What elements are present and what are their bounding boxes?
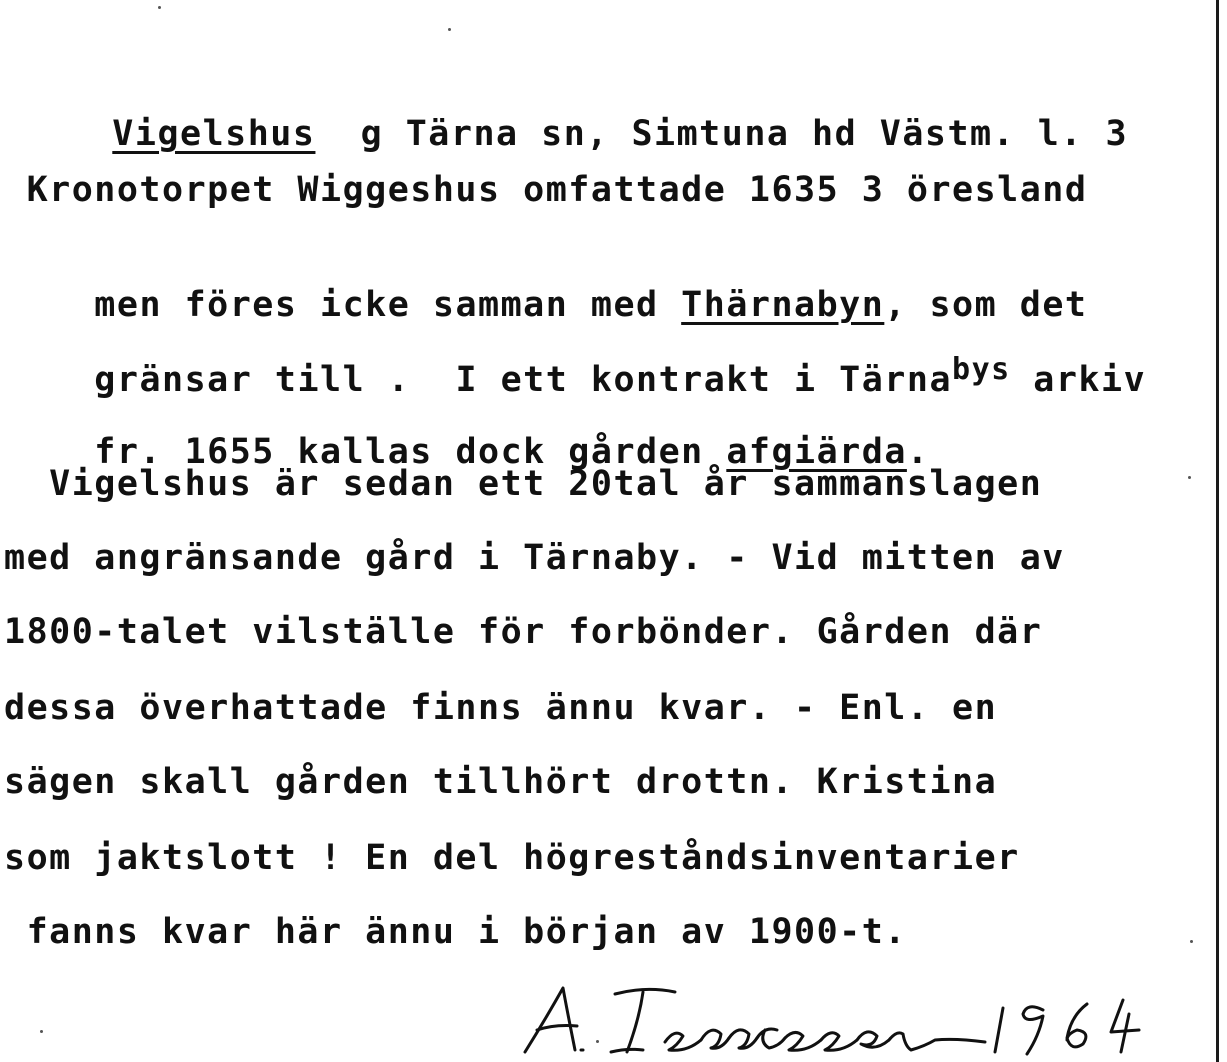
afgiarda-word: afgiärda <box>726 432 907 472</box>
scan-speck <box>158 6 161 9</box>
text-line-6: med angränsande gård i Tärnaby. - Vid mitten av <box>4 538 1065 578</box>
text-line-9: sägen skall gården tillhört drottn. Kristina <box>4 762 998 802</box>
text-line-8: dessa överhattade finns ännu kvar. - Enl. en <box>4 688 998 728</box>
card-edge <box>1216 0 1219 1062</box>
handwritten-signature <box>515 980 1155 1060</box>
scan-speck <box>448 28 451 31</box>
scan-speck <box>1188 476 1191 479</box>
text-line-11: fanns kvar här ännu i början av 1900-t. <box>4 912 907 952</box>
tharnabyn-link: Thärnabyn <box>681 285 885 325</box>
text-line-3-end: arkiv <box>1010 360 1147 400</box>
text-line-2-start: men föres icke samman med <box>94 285 682 325</box>
text-line-3-insert: bys <box>952 352 1011 387</box>
text-line-7: 1800-talet vilställe för forbönder. Gården där <box>4 612 1043 652</box>
place-location: g Tärna sn, Simtuna hd Västm. l. 3 <box>315 114 1129 154</box>
text-line-10: som jaktslott ! En del högreståndsinventarier <box>4 838 1020 878</box>
scan-speck <box>1190 940 1193 943</box>
scan-speck <box>40 1030 43 1033</box>
scan-speck <box>596 1040 599 1043</box>
place-name: Vigelshus <box>112 114 316 154</box>
text-line-2-end: , som det <box>884 285 1088 325</box>
text-line-4-end: . <box>906 432 930 472</box>
text-line-5: Vigelshus är sedan ett 20tal år sammanslagen <box>4 464 1043 504</box>
text-line-3-start: gränsar till . I ett kontrakt i Tärna <box>94 360 953 400</box>
text-line-1: Kronotorpet Wiggeshus omfattade 1635 3 öresland <box>4 170 1088 210</box>
text-line-4-start: fr. 1655 kallas dock gården <box>94 432 727 472</box>
